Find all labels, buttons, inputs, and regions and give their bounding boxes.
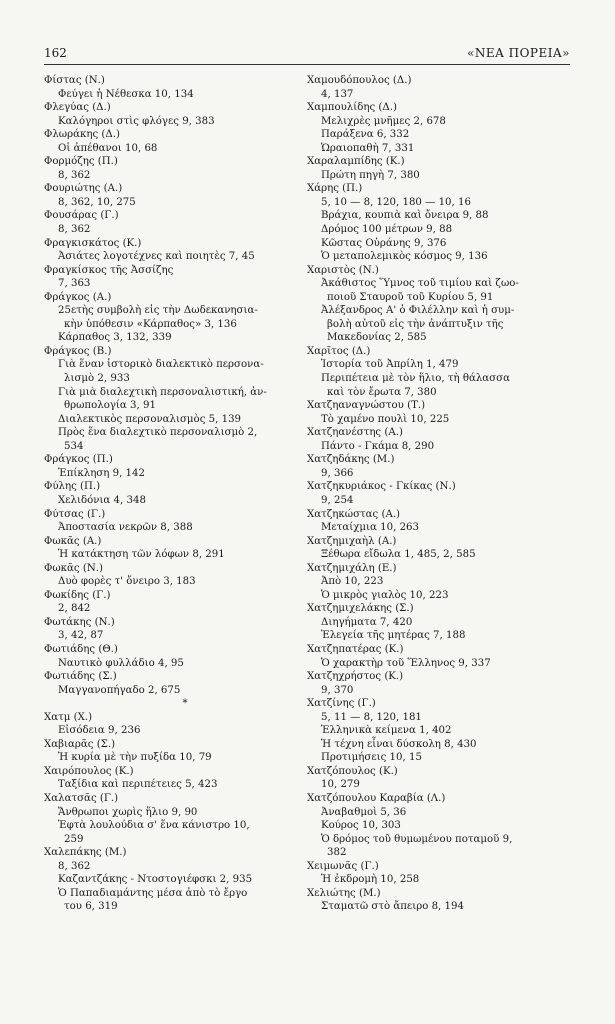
index-entry: Πρώτη πηγὴ 7, 380 [321,169,420,181]
index-entry: 5, 10 — 8, 120, 180 — 10, 16 [321,196,471,208]
index-entry: Ἀσιάτες λογοτέχνες καὶ ποιητὲς 7, 45 [58,251,255,263]
index-entry-continuation: 534 [64,440,84,452]
index-entry: Γιὰ μιὰ διαλεχτικὴ περσοναλιστική, ἀν- [58,386,267,398]
index-entry: Ὡραιοπαθὴ 7, 331 [321,142,415,154]
index-entry-continuation: βολὴ αὐτοῦ εἰς τὴν ἀνάπτυξιν τῆς [327,318,504,330]
index-entry-continuation: θρωπολογία 3, 91 [64,400,156,412]
index-entry: Ἐπίκληση 9, 142 [58,467,146,479]
index-author-name: Χατζηδάκης (Μ.) [307,454,395,466]
index-author-name: Φωκίδης (Γ.) [44,589,111,601]
index-entry: Διαλεκτικὸς περσοναλισμὸς 5, 139 [58,413,242,425]
index-author-name: Φουριώτης (Α.) [44,183,123,195]
index-author-name: Χαριστὸς (Ν.) [307,264,379,276]
index-author-name: Φύλης (Π.) [44,481,101,493]
index-author-name: Φλωράκης (Δ.) [44,129,120,141]
index-entry: 8, 362 [58,169,91,181]
index-author-name: Φύτσας (Γ.) [44,508,106,520]
index-author-name: Χαραλαμπίδης (Κ.) [307,156,405,168]
index-author-name: Φραγκισκάτος (Κ.) [44,237,142,249]
index-entry: 8, 362, 10, 275 [58,196,136,208]
index-author-name: Χατζηχρήστος (Κ.) [307,671,404,683]
index-entry-continuation: λισμὸ 2, 933 [64,373,130,385]
index-entry: Ἄνθρωποι χωρὶς ἥλιο 9, 90 [58,806,198,818]
index-entry: Ἀλέξανδρος Α' ὁ Φιλέλλην καὶ ἡ συμ- [321,305,515,317]
index-author-name: Φραγκίσκος τῆς Ἀσσίζης [44,264,174,276]
index-entry: 7, 363 [58,278,91,290]
index-entry: Ἀκάθιστος Ὕμνος τοῦ τιμίου καὶ ζωο- [321,278,519,290]
index-author-name: Φωκᾶς (Α.) [44,535,102,547]
index-author-name: Φράγκος (Α.) [44,291,112,303]
index-entry: 2, 842 [58,603,91,615]
index-entry: Ἐλεγεία τῆς μητέρας 7, 188 [321,630,466,642]
index-author-name: Χατζόπουλος (Κ.) [307,765,398,777]
index-entry: Ἡ ἐκδρομὴ 10, 258 [321,874,420,886]
index-entry: Ἡ κατάκτηση τῶν λόφων 8, 291 [58,549,225,561]
index-entry: Ὁ μεταπολεμικὸς κόσμος 9, 136 [321,251,488,263]
index-author-name: Χαμουδόπουλος (Δ.) [307,75,412,86]
index-entry: 8, 362 [58,860,91,872]
index-entry: Δυὸ φορὲς τ' ὄνειρο 3, 183 [58,576,196,588]
index-entry: 4, 137 [321,88,354,100]
index-entry-continuation: 259 [64,833,84,845]
index-author-name: Χατζηανέστης (Α.) [307,427,403,439]
index-author-name: Φράγκος (Π.) [44,454,113,466]
index-entry-continuation: κὴν ὑπόθεσιν «Κάρπαθος» 3, 136 [64,318,237,330]
index-author-name: Χατμ (Χ.) [44,711,93,723]
index-author-name: Χαρῖτος (Δ.) [307,345,371,357]
index-entry-continuation: ποιοῦ Σταυροῦ τοῦ Κυρίου 5, 91 [327,291,494,303]
index-entry: Ὁ μικρὸς γιαλὸς 10, 223 [321,589,449,601]
index-entry: Σταματῶ στὸ ἄπειρο 8, 194 [321,901,464,913]
index-author-name: Χαλατσᾶς (Γ.) [44,792,119,804]
page-number: 162 [44,46,67,60]
index-entry: Ἑλληνικὰ κείμενα 1, 402 [321,725,452,737]
index-entry: Ξέθωρα εἴδωλα 1, 485, 2, 585 [321,549,476,561]
index-entry: Ἱστορία τοῦ Ἀπρίλη 1, 479 [321,359,459,371]
index-author-name: Φορμόζης (Π.) [44,156,118,168]
index-author-name: Φίστας (Ν.) [44,75,105,86]
index-entry: Κάρπαθος 3, 132, 339 [58,332,172,344]
index-author-name: Φλεγύας (Δ.) [44,102,111,114]
index-author-name: Χειμωνᾶς (Γ.) [307,860,379,872]
index-entry: Εἰσόδεια 9, 236 [58,725,141,737]
index-entry: Ἡ κυρία μὲ τὴν πυξίδα 10, 79 [58,752,212,764]
index-entry: Οἱ ἀπέθανοι 10, 68 [58,142,158,154]
index-author-name: Φουσάρας (Γ.) [44,210,119,222]
index-entry: 25ετὴς συμβολὴ εἰς τὴν Δωδεκανησια- [58,305,258,317]
index-entry: Ἀπὸ 10, 223 [321,576,384,588]
index-entry: Τὸ χαμένο πουλὶ 10, 225 [321,413,450,425]
index-author-name: Χαμπουλίδης (Δ.) [307,102,397,114]
index-entry: Ἡ τέχνη εἶναι δύσκολη 8, 430 [321,738,477,750]
index-entry-continuation: 382 [327,847,347,859]
index-author-name: Χαιρόπουλος (Κ.) [44,765,134,777]
index-entry: Χελιδόνια 4, 348 [58,494,146,506]
index-entry: Γιὰ ἕναν ἱστορικὸ διαλεκτικὸ περσονα- [58,359,264,371]
section-separator: * [182,698,188,710]
index-author-name: Χατζηαναγνώστου (Τ.) [307,400,426,412]
index-author-name: Χελιώτης (Μ.) [307,887,381,899]
index-column-left [44,74,306,914]
index-author-name: Χατζόπουλου Καραβία (Λ.) [307,792,446,804]
index-author-name: Χάρης (Π.) [307,183,363,195]
index-author-name: Χατζίνης (Γ.) [307,698,376,710]
page-header [44,46,570,64]
index-entry: Παράξενα 6, 332 [321,129,410,141]
index-entry: 9, 370 [321,684,354,696]
index-entry: Δρόμος 100 μέτρων 9, 88 [321,224,453,236]
index-entry: Ναυτικὸ φυλλάδιο 4, 95 [58,657,184,669]
index-author-name: Χατζηπατέρας (Κ.) [307,643,404,655]
index-entry: Καζαντζάκης - Ντοστογιέφσκι 2, 935 [58,874,253,886]
index-column-right [307,74,572,914]
index-entry: Ἀποστασία νεκρῶν 8, 388 [58,522,193,534]
index-entry: Καλόγηροι στὶς φλόγες 9, 383 [58,115,215,127]
index-entry: 9, 366 [321,467,354,479]
index-entry: Ὁ χαρακτὴρ τοῦ Ἕλληνος 9, 337 [321,657,491,669]
index-author-name: Φωτιάδης (Σ.) [44,671,117,683]
index-entry-continuation: καὶ τὸν ἔρωτα 7, 380 [327,386,437,398]
index-entry: Κούρος 10, 303 [321,820,401,832]
index-author-name: Χατζηκώστας (Α.) [307,508,401,520]
index-entry: Διηγήματα 7, 420 [321,616,413,628]
index-author-name: Χατζηκυριάκος - Γκίκας (Ν.) [307,481,456,493]
index-entry-continuation: Μακεδονίας 2, 585 [327,332,427,344]
index-entry: Βράχια, κουπιὰ καὶ ὄνειρα 9, 88 [321,210,489,222]
index-entry: Πρὸς ἕνα διαλεχτικὸ περσοναλισμὸ 2, [58,427,258,439]
index-entry: Ταξίδια καὶ περιπέτειες 5, 423 [58,779,218,791]
index-author-name: Χαλεπάκης (Μ.) [44,847,127,859]
index-entry: Ἑφτὰ λουλούδια σ' ἕνα κάνιστρο 10, [58,820,250,832]
index-entry: Προτιμήσεις 10, 15 [321,752,422,764]
index-author-name: Χαβιαρᾶς (Σ.) [44,738,116,750]
index-author-name: Χατζημιχάλη (Ε.) [307,562,397,574]
index-entry: 3, 42, 87 [58,630,104,642]
index-entry: Πάντο - Γκάμα 8, 290 [321,440,435,452]
running-head: «ΝΕΑ ΠΟΡΕΙΑ» [467,46,570,60]
header-rule [44,64,570,65]
index-entry: Μελιχρὲς μνῆμες 2, 678 [321,115,446,127]
index-entry-continuation: του 6, 319 [64,901,118,913]
index-entry: 8, 362 [58,224,91,236]
index-entry: Ἀναβαθμοὶ 5, 36 [321,806,407,818]
index-entry: Φεύγει ἡ Νέθεσκα 10, 134 [58,88,194,100]
index-entry: Μαγγανοπήγαδο 2, 675 [58,684,181,696]
index-entry: Μεταίχμια 10, 263 [321,522,420,534]
index-entry: Κῶστας Οὐράνης 9, 376 [321,237,447,249]
index-author-name: Χατζημιχελάκης (Σ.) [307,603,414,615]
index-author-name: Χατζημιχαὴλ (Α.) [307,535,397,547]
index-entry: Ὁ δρόμος τοῦ θυμωμένου ποταμοῦ 9, [321,833,513,845]
index-entry: 9, 254 [321,494,354,506]
index-entry: Ὁ Παπαδιαμάντης μέσα ἀπὸ τὸ ἔργο [58,887,248,899]
index-entry: Περιπέτεια μὲ τὸν ἥλιο, τὴ θάλασσα [321,373,510,385]
index-author-name: Φωκᾶς (Ν.) [44,562,103,574]
index-entry: 5, 11 — 8, 120, 181 [321,711,422,723]
index-entry: 10, 279 [321,779,360,791]
index-author-name: Φωτιάδης (Θ.) [44,643,118,655]
index-author-name: Φωτάκης (Ν.) [44,616,115,628]
index-author-name: Φράγκος (Β.) [44,345,112,357]
